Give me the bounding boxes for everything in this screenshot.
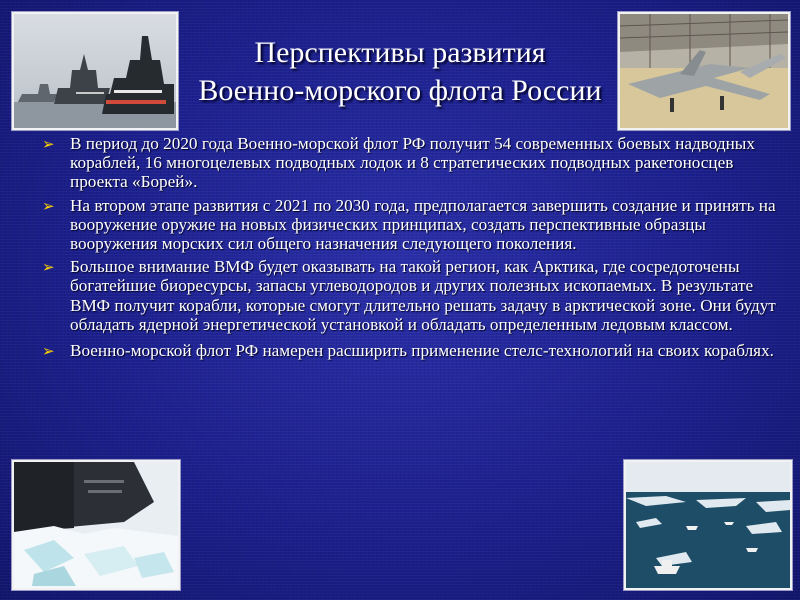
- arrow-bullet-icon: ➢: [42, 342, 55, 361]
- arrow-bullet-icon: ➢: [42, 196, 55, 215]
- title-line-2: Военно-морского флота России: [198, 74, 602, 107]
- arrow-bullet-icon: ➢: [42, 258, 55, 277]
- slide-title: [150, 34, 650, 110]
- bullet-text: Большое внимание ВМФ будет оказывать на такой регион, как Арктика, где сосредоточены богатейшие биоресурсы, запасы углеводородов и других полезных ископаемых. В результате ВМФ получит корабли, которые смогут длительно решать задачу в арктической зоне. Они будут обладать ядерной энергетической установкой и обладать определенным ледовым классом.: [70, 257, 776, 334]
- bullet-item: [36, 196, 776, 254]
- bullet-text: В период до 2020 года Военно-морской флот РФ получит 54 современных боевых надводных кораблей, 16 многоцелевых подводных лодок и 8 стратегических подводных ракетоносцев проекта «Борей».: [70, 134, 755, 192]
- bullet-item: [36, 338, 776, 363]
- bullet-item: [36, 257, 776, 334]
- bullet-list: [36, 134, 776, 367]
- title-line-1: Перспективы развития: [254, 36, 546, 69]
- bullet-text: Военно-морской флот РФ намерен расширить применение стелс-технологий на своих кораблях.: [70, 341, 774, 361]
- bullet-text: На втором этапе развития с 2021 по 2030 года, предполагается завершить создание и принять на вооружение оружие на новых физических принципах, создать перспективные образцы вооружения морских сил общего назначения следующего поколения.: [70, 195, 776, 254]
- bullet-item: [36, 134, 776, 192]
- arrow-bullet-icon: ➢: [42, 135, 55, 153]
- arctic-ships-photo: [624, 460, 792, 590]
- icebreaker-photo: [12, 460, 180, 590]
